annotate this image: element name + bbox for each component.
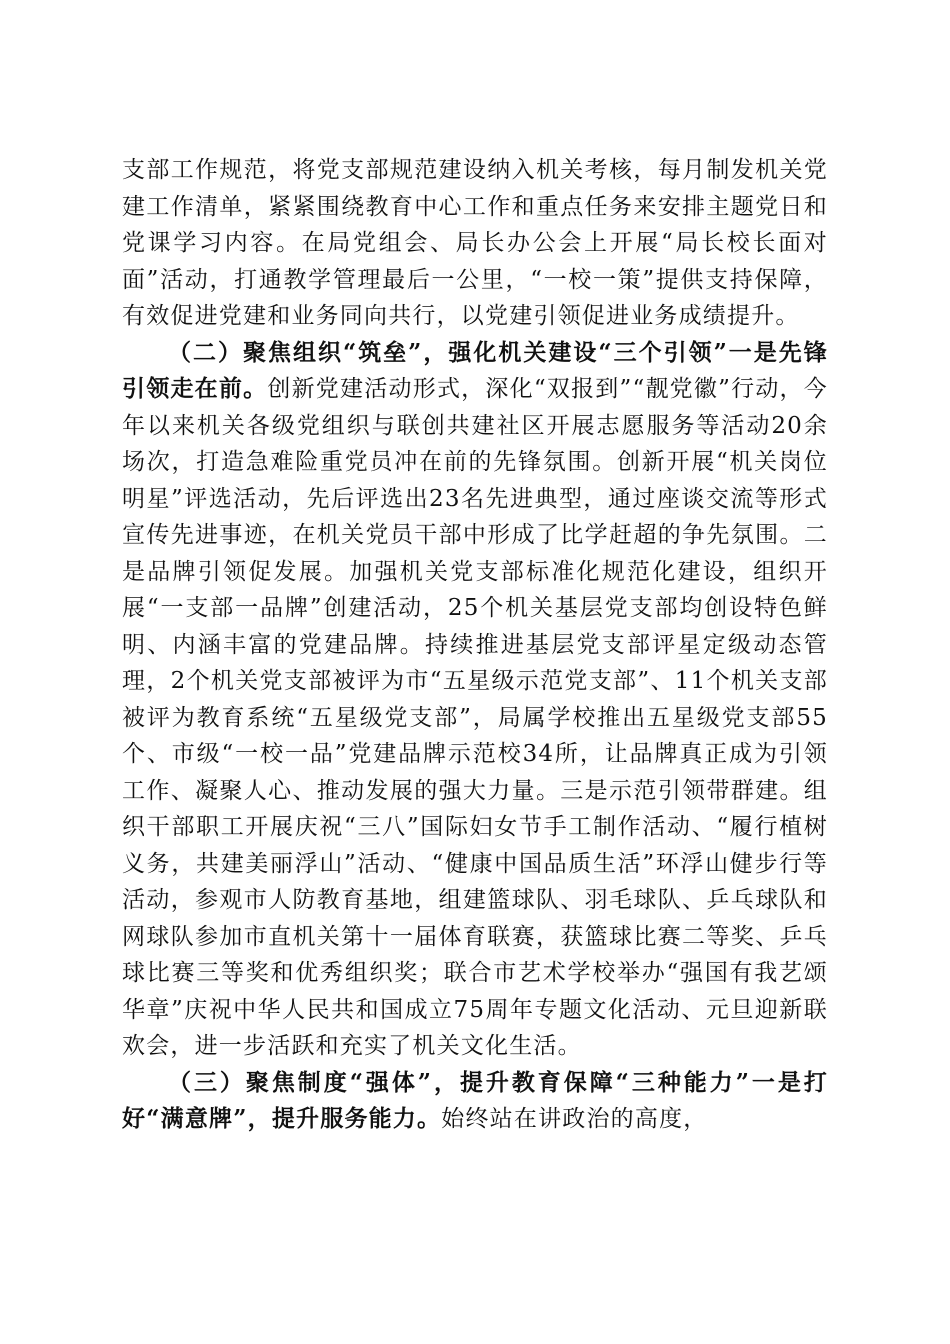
paragraph-section-three (122, 1065, 828, 1138)
section-heading: （三）聚焦制度“强体”，提升教育保障“三种能力” (168, 1068, 751, 1096)
paragraph-continuation (122, 152, 828, 335)
section-heading: （二）聚焦组织“筑垒”，强化机关建设“三个引领” (168, 338, 729, 366)
document-page (122, 152, 828, 1138)
paragraph-text: 始终站在讲政治的高度， (441, 1106, 708, 1132)
lead-sentence: 一是打好“满意牌”，提升服务能力。 (122, 1068, 828, 1132)
paragraph-section-two (122, 335, 828, 1065)
paragraph-text: 创新党建活动形式，深化“双报到”“靓党徽”行动，今年以来机关各级党组织与联创共建社区开展志愿服务等活动20余场次，打造急难险重党员冲在前的先锋氛围。创新开展“机关岗位明星”评选活动，先后评选出23名先进典型，通过座谈交流等形式宣传先进事迹，在机关党员干部中形成了比学赶超的争先氛围。二是品牌引领促发展。加强机关党支部标准化规范化建设，组织开展“一支部一品牌”创建活动，25个机关基层党支部均创设特色鲜明、内涵丰富的党建品牌。持续推进基层党支部评星定级动态管理，2个机关党支部被评为市“五星级示范党支部”、11个机关支部被评为教育系统“五星级党支部”，局属学校推出五星级党支部55个、市级“一校一品”党建品牌示范校34所，让品牌真正成为引领工作、凝聚人心、推动发展的强大力量。三是示范引领带群建。组织干部职工开展庆祝“三八”国际妇女节手工制作活动、“履行植树义务，共建美丽浮山”活动、“健康中国品质生活”环浮山健步行等活动，参观市人防教育基地，组建篮球队、羽毛球队、乒乓球队和网球队参加市直机关第十一届体育联赛，获篮球比赛二等奖、乒乓球比赛三等奖和优秀组织奖；联合市艺术学校举办“强国有我艺颂华章”庆祝中华人民共和国成立75周年专题文化活动、元旦迎新联欢会，进一步活跃和充实了机关文化生活。 (122, 376, 828, 1059)
paragraph-text: 支部工作规范，将党支部规范建设纳入机关考核，每月制发机关党建工作清单，紧紧围绕教育中心工作和重点任务来安排主题党日和党课学习内容。在局党组会、局长办公会上开展“局长校长面对面”活动，打通教学管理最后一公里，“一校一策”提供支持保障，有效促进党建和业务同向共行，以党建引领促进业务成绩提升。 (122, 157, 828, 329)
lead-sentence: 一是先锋引领走在前。 (122, 338, 828, 402)
